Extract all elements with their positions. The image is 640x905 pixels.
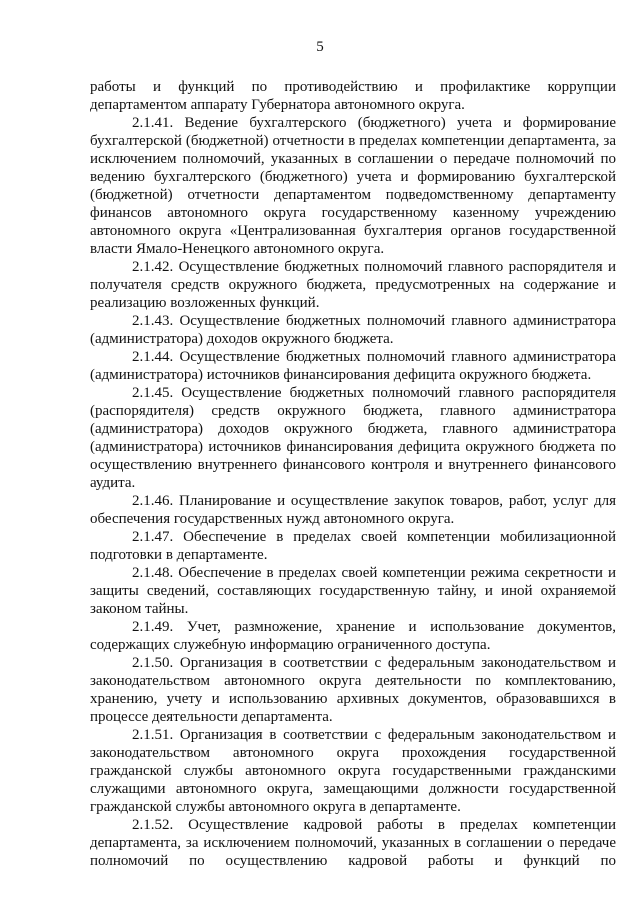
- paragraph-2-1-43: 2.1.43. Осуществление бюджетных полномочий главного администратора (администратора) доходов окружного бюджета.: [90, 313, 616, 347]
- paragraph-2-1-51: 2.1.51. Организация в соответствии с федеральным законодательством и законодательством автономного округа прохождения государственной гражданской службы автономного округа государственными гражданскими служащими автономного округа, замещающими должности государственной гражданской службы автономного округа в департаменте.: [90, 727, 616, 815]
- paragraph-2-1-52: 2.1.52. Осуществление кадровой работы в пределах компетенции департамента, за исключением полномочий, указанных в соглашении о передаче полномочий по осуществлению кадровой работы и функций по: [90, 817, 616, 869]
- page-number: 5: [316, 39, 324, 55]
- paragraph-2-1-42: 2.1.42. Осуществление бюджетных полномочий главного распорядителя и получателя средств окружного бюджета, предусмотренных на содержание и реализацию возложенных функций.: [90, 259, 616, 311]
- paragraph-cont: работы и функций по противодействию и профилактике коррупции департаментом аппарату Губернатора автономного округа.: [90, 79, 616, 113]
- paragraph-2-1-48: 2.1.48. Обеспечение в пределах своей компетенции режима секретности и защиты сведений, составляющих государственную тайну, и иной охраняемой законом тайны.: [90, 565, 616, 617]
- paragraph-2-1-41: 2.1.41. Ведение бухгалтерского (бюджетного) учета и формирование бухгалтерской (бюджетной) отчетности в пределах компетенции департамента, за исключением полномочий, указанных в соглашении о передаче полномочий по ведению бухгалтерского (бюджетного) учета и формированию бухгалтерской (бюджетной) отчетности департаментом подведомственному департаменту финансов автономного округа государственному казенному учреждению автономного округа «Централизованная бухгалтерия органов государственной власти Ямало-Ненецкого автономного округа.: [90, 115, 616, 257]
- paragraph-2-1-44: 2.1.44. Осуществление бюджетных полномочий главного администратора (администратора) источников финансирования дефицита окружного бюджета.: [90, 349, 616, 383]
- paragraph-2-1-46: 2.1.46. Планирование и осуществление закупок товаров, работ, услуг для обеспечения государственных нужд автономного округа.: [90, 493, 616, 527]
- paragraph-2-1-47: 2.1.47. Обеспечение в пределах своей компетенции мобилизационной подготовки в департаменте.: [90, 529, 616, 563]
- paragraph-2-1-45: 2.1.45. Осуществление бюджетных полномочий главного распорядителя (распорядителя) средств окружного бюджета, главного администратора (администратора) доходов окружного бюджета, главного администратора (администратора) источников финансирования дефицита окружного бюджета по осуществлению внутреннего финансового контроля и внутреннего финансового аудита.: [90, 385, 616, 491]
- paragraph-2-1-49: 2.1.49. Учет, размножение, хранение и использование документов, содержащих служебную информацию ограниченного доступа.: [90, 619, 616, 653]
- document-body: [90, 78, 616, 870]
- paragraph-2-1-50: 2.1.50. Организация в соответствии с федеральным законодательством и законодательством автономного округа деятельности по комплектованию, хранению, учету и использованию архивных документов, образовавшихся в процессе деятельности департамента.: [90, 655, 616, 725]
